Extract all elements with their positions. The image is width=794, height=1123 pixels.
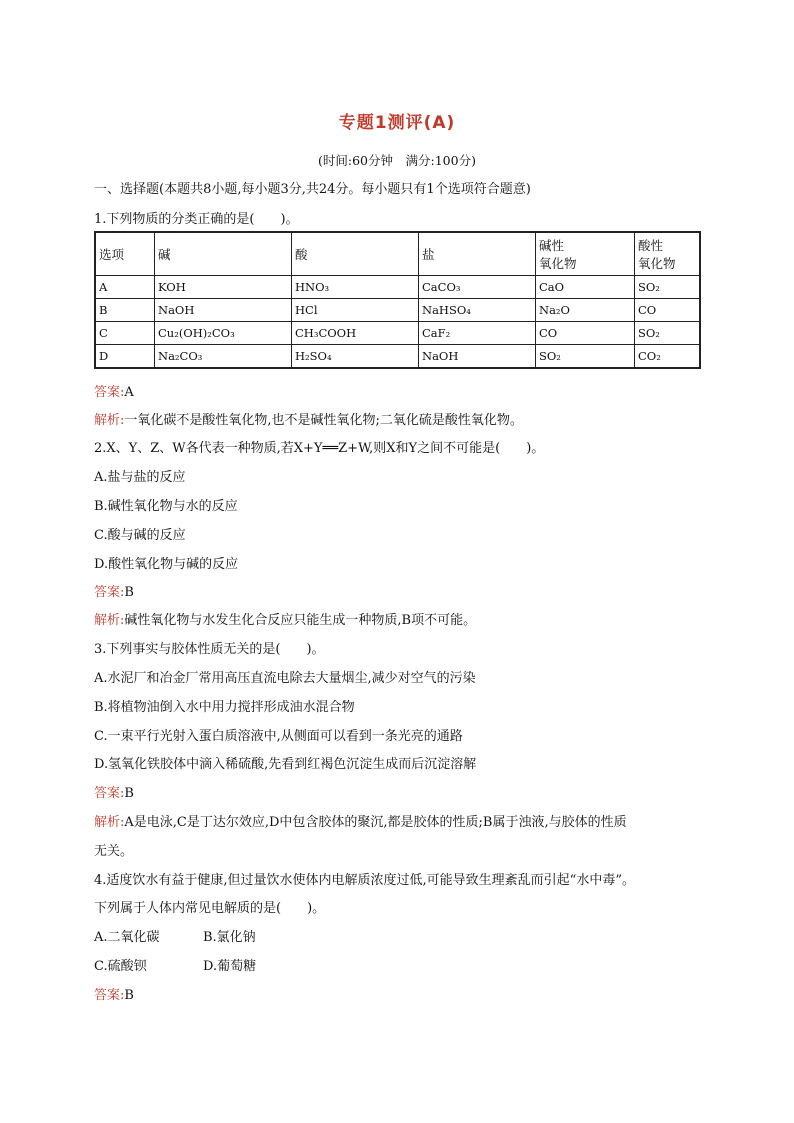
- table-cell: SO₂: [536, 345, 635, 369]
- q3-analysis: [94, 811, 627, 830]
- q2-option-c: C.酸与碱的反应: [94, 528, 186, 543]
- table-header-cell: 碱: [155, 232, 292, 276]
- table-cell: KOH: [155, 276, 292, 299]
- table-cell: SO₂: [635, 276, 701, 299]
- q4-answer: [94, 984, 134, 1003]
- q3-stem: 3.下列事实与胶体性质无关的是( )。: [94, 642, 325, 657]
- table-header-cell: 选项: [95, 232, 155, 276]
- table-header-cell: 酸性 氧化物: [635, 232, 701, 276]
- table-cell: SO₂: [635, 322, 701, 345]
- q4-option-a: A.二氧化碳: [94, 930, 160, 945]
- analysis-text: 一氧化碳不是酸性氧化物,也不是碱性氧化物;二氧化硫是酸性氧化物。: [124, 413, 523, 428]
- table-cell: NaOH: [155, 299, 292, 322]
- answer-label: 答案:: [94, 385, 125, 400]
- analysis-text: 碱性氧化物与水发生化合反应只能生成一种物质,B项不可能。: [124, 613, 477, 628]
- table-cell: CO₂: [635, 345, 701, 369]
- q2-stem: 2.X、Y、Z、W各代表一种物质,若X+Y══Z+W,则X和Y之间不可能是( )。: [94, 441, 545, 456]
- q4-stem-continued: 下列属于人体内常见电解质的是( )。: [94, 901, 326, 916]
- section-heading: 一、选择题(本题共8小题,每小题3分,共24分。每小题只有1个选项符合题意): [94, 182, 531, 197]
- answer-value: B: [124, 585, 134, 600]
- table-cell: NaHSO₄: [419, 299, 536, 322]
- q3-option-a: A.水泥厂和冶金厂常用高压直流电除去大量烟尘,减少对空气的污染: [94, 671, 476, 686]
- answer-label: 答案:: [94, 988, 125, 1003]
- table-cell: H₂SO₄: [292, 345, 419, 369]
- q4-stem: 4.适度饮水有益于健康,但过量饮水使体内电解质浓度过低,可能导致生理紊乱而引起“水中毒”。: [94, 873, 635, 888]
- table-cell: C: [95, 322, 155, 345]
- classification-table: [94, 231, 701, 369]
- table-cell: CaF₂: [419, 322, 536, 345]
- answer-value: A: [124, 385, 134, 400]
- answer-value: B: [124, 786, 134, 801]
- q2-option-b: B.碱性氧化物与水的反应: [94, 499, 238, 514]
- analysis-text: A是电泳,C是丁达尔效应,D中包含胶体的聚沉,都是胶体的性质;B属于浊液,与胶体的性质: [124, 815, 627, 830]
- q3-option-c: C.一束平行光射入蛋白质溶液中,从侧面可以看到一条光亮的通路: [94, 729, 463, 744]
- q2-answer: [94, 581, 134, 600]
- table-cell: CO: [635, 299, 701, 322]
- q4-option-b: B.氯化钠: [203, 930, 256, 945]
- table-cell: CO: [536, 322, 635, 345]
- table-row: [95, 322, 700, 345]
- analysis-label: 解析:: [94, 413, 125, 428]
- page-title: 专题1测评(A): [338, 113, 456, 133]
- table-cell: Cu₂(OH)₂CO₃: [155, 322, 292, 345]
- table-cell: B: [95, 299, 155, 322]
- q1-answer: [94, 381, 134, 400]
- analysis-label: 解析:: [94, 815, 125, 830]
- answer-value: B: [124, 988, 134, 1003]
- q2-option-d: D.酸性氧化物与碱的反应: [94, 557, 239, 572]
- table-cell: CaCO₃: [419, 276, 536, 299]
- table-cell: D: [95, 345, 155, 369]
- analysis-label: 解析:: [94, 613, 125, 628]
- answer-label: 答案:: [94, 786, 125, 801]
- table-row: [95, 276, 700, 299]
- table-cell: Na₂O: [536, 299, 635, 322]
- table-header-cell: 酸: [292, 232, 419, 276]
- q1-analysis: [94, 409, 523, 428]
- table-row: [95, 299, 700, 322]
- table-cell: Na₂CO₃: [155, 345, 292, 369]
- q1-stem: 1.下列物质的分类正确的是( )。: [94, 212, 299, 227]
- table-cell: NaOH: [419, 345, 536, 369]
- q3-analysis-continued: 无关。: [94, 844, 134, 859]
- table-header-cell: 碱性 氧化物: [536, 232, 635, 276]
- answer-label: 答案:: [94, 585, 125, 600]
- table-cell: HCl: [292, 299, 419, 322]
- exam-time-info: (时间:60分钟 满分:100分): [318, 153, 476, 168]
- q4-option-d: D.葡萄糖: [203, 959, 257, 974]
- table-cell: CH₃COOH: [292, 322, 419, 345]
- table-row: [95, 345, 700, 369]
- q3-answer: [94, 782, 134, 801]
- table-header-row: [95, 232, 700, 276]
- table-cell: CaO: [536, 276, 635, 299]
- q3-option-b: B.将植物油倒入水中用力搅拌形成油水混合物: [94, 700, 355, 715]
- q3-option-d: D.氢氧化铁胶体中滴入稀硫酸,先看到红褐色沉淀生成而后沉淀溶解: [94, 757, 477, 772]
- table-cell: HNO₃: [292, 276, 419, 299]
- table-header-cell: 盐: [419, 232, 536, 276]
- table-cell: A: [95, 276, 155, 299]
- q4-option-c: C.硫酸钡: [94, 959, 147, 974]
- q2-option-a: A.盐与盐的反应: [94, 470, 186, 485]
- q2-analysis: [94, 609, 476, 628]
